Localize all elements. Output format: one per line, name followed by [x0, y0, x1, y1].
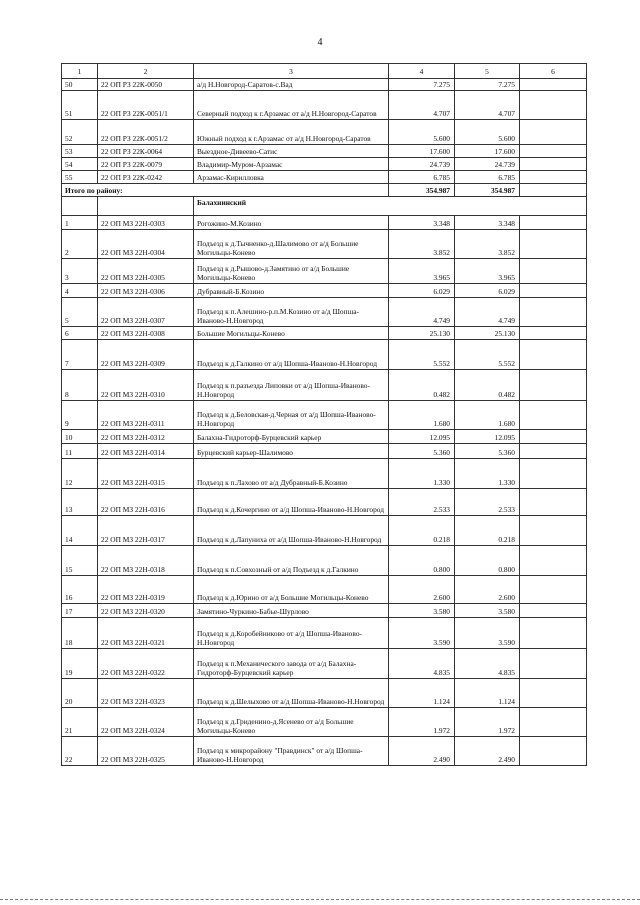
road-code: 22 ОП МЗ 22Н-0315 [98, 459, 194, 489]
row-number: 55 [62, 171, 98, 184]
road-name: Подъезд к д.Тычненко-д.Шалимово от а/д Большие Могильцы-Конево [194, 230, 389, 259]
column-header-3: 3 [194, 64, 389, 79]
roads-table-body [62, 64, 587, 766]
road-name: Подъезд к д.Кочергино от а/д Шопша-Иваново-Н.Новгород [194, 489, 389, 516]
row-number: 50 [62, 79, 98, 91]
row-number: 9 [62, 401, 98, 430]
table-row [62, 370, 587, 401]
length-value: 7.275 [389, 79, 455, 91]
length-value-2: 6.785 [455, 171, 520, 184]
road-code: 22 ОП МЗ 22Н-0314 [98, 444, 194, 459]
column-header-5: 5 [455, 64, 520, 79]
length-value-2: 1.124 [455, 679, 520, 708]
length-value: 3.580 [389, 604, 455, 618]
column-header-4: 4 [389, 64, 455, 79]
total-value-2: 354.987 [455, 184, 520, 197]
table-row [62, 708, 587, 737]
row-number: 11 [62, 444, 98, 459]
empty-cell [520, 259, 587, 284]
road-code: 22 ОП МЗ 22Н-0305 [98, 259, 194, 284]
row-number: 2 [62, 230, 98, 259]
length-value-2: 0.800 [455, 546, 520, 576]
length-value-2: 2.600 [455, 576, 520, 604]
length-value-2: 3.580 [455, 604, 520, 618]
road-name: Подъезд к п.Совхозный от а/д Подъезд к д.Галкино [194, 546, 389, 576]
road-code: 22 ОП МЗ 22Н-0320 [98, 604, 194, 618]
table-row [62, 430, 587, 444]
page-number: 4 [317, 37, 323, 48]
row-number: 53 [62, 145, 98, 158]
total-value: 354.987 [389, 184, 455, 197]
road-name: Подъезд к п.разъезда Липовки от а/д Шопша-Иваново-Н.Новгород [194, 370, 389, 401]
empty-cell [520, 158, 587, 171]
length-value-2: 3.852 [455, 230, 520, 259]
road-code: 22 ОП МЗ 22Н-0316 [98, 489, 194, 516]
row-number: 15 [62, 546, 98, 576]
empty-cell [520, 401, 587, 430]
empty-cell [520, 546, 587, 576]
table-row [62, 284, 587, 298]
row-number: 3 [62, 259, 98, 284]
length-value: 0.800 [389, 546, 455, 576]
length-value-2: 3.590 [455, 618, 520, 649]
road-name: Бурцевский карьер-Шалимово [194, 444, 389, 459]
empty-cell [520, 120, 587, 145]
empty-cell [520, 576, 587, 604]
length-value: 4.707 [389, 91, 455, 120]
row-number: 1 [62, 216, 98, 230]
table-row [62, 604, 587, 618]
empty-cell [520, 91, 587, 120]
road-code: 22 ОП МЗ 22Н-0317 [98, 516, 194, 546]
empty-cell [520, 459, 587, 489]
total-label: Итого по району: [62, 184, 389, 197]
district-total-row [62, 184, 587, 197]
road-name: Большие Могильцы-Конево [194, 327, 389, 340]
length-value: 2.600 [389, 576, 455, 604]
length-value: 4.835 [389, 649, 455, 679]
length-value: 25.130 [389, 327, 455, 340]
empty-cell [520, 370, 587, 401]
length-value: 1.124 [389, 679, 455, 708]
length-value-2: 0.482 [455, 370, 520, 401]
row-number: 10 [62, 430, 98, 444]
length-value: 2.533 [389, 489, 455, 516]
road-code: 22 ОП РЗ 22К-0051/2 [98, 120, 194, 145]
row-number: 52 [62, 120, 98, 145]
empty-cell [520, 708, 587, 737]
road-code: 22 ОП РЗ 22К-0079 [98, 158, 194, 171]
table-row [62, 327, 587, 340]
table-row [62, 489, 587, 516]
road-name: Подъезд к д.Шелыхово от а/д Шопша-Иваново-Н.Новгород [194, 679, 389, 708]
road-name: Дубравный-Б.Козино [194, 284, 389, 298]
empty-cell [520, 145, 587, 158]
row-number: 16 [62, 576, 98, 604]
row-number: 4 [62, 284, 98, 298]
empty-cell [520, 79, 587, 91]
length-value: 17.600 [389, 145, 455, 158]
table-row [62, 401, 587, 430]
scan-edge-line [0, 899, 640, 900]
row-number: 5 [62, 298, 98, 327]
row-number: 19 [62, 649, 98, 679]
length-value: 24.739 [389, 158, 455, 171]
table-row [62, 298, 587, 327]
table-row [62, 158, 587, 171]
table-row [62, 145, 587, 158]
empty-cell [520, 340, 587, 370]
road-code: 22 ОП МЗ 22Н-0310 [98, 370, 194, 401]
road-code: 22 ОП МЗ 22Н-0322 [98, 649, 194, 679]
row-number: 7 [62, 340, 98, 370]
table-row [62, 91, 587, 120]
road-code: 22 ОП МЗ 22Н-0306 [98, 284, 194, 298]
road-name: Замятино-Чуркино-Бабье-Шурлово [194, 604, 389, 618]
row-number: 13 [62, 489, 98, 516]
length-value: 1.330 [389, 459, 455, 489]
table-row [62, 259, 587, 284]
road-name: Подъезд к д.Рышово-д.Замятино от а/д Большие Могильцы-Конево [194, 259, 389, 284]
road-code: 22 ОП РЗ 22К-0050 [98, 79, 194, 91]
length-value-2: 5.600 [455, 120, 520, 145]
length-value: 6.785 [389, 171, 455, 184]
length-value-2: 4.749 [455, 298, 520, 327]
row-number: 17 [62, 604, 98, 618]
table-row [62, 516, 587, 546]
empty-cell [520, 516, 587, 546]
road-name: Подъезд к д.Гриденино-д.Ясенево от а/д Большие Могильцы-Конево [194, 708, 389, 737]
column-header-6: 6 [520, 64, 587, 79]
length-value-2: 4.835 [455, 649, 520, 679]
empty-cell [520, 171, 587, 184]
roads-table [61, 63, 587, 766]
road-name: Балахна-Гидроторф-Бурцевский карьер [194, 430, 389, 444]
road-name: Подъезд к д.Беловская-д.Черная от а/д Шопша-Иваново-Н.Новгород [194, 401, 389, 430]
road-name: Подъезд к п.Алешино-р.п.М.Козино от а/д Шопша-Иваново-Н.Новгород [194, 298, 389, 327]
length-value: 5.360 [389, 444, 455, 459]
length-value-2: 5.360 [455, 444, 520, 459]
road-name: Подъезд к микрорайону "Правдинск" от а/д Шопша-Иваново-Н.Новгород [194, 737, 389, 766]
road-name: Арзамас-Кирилловка [194, 171, 389, 184]
length-value-2: 0.218 [455, 516, 520, 546]
road-name: Владимир-Муром-Арзамас [194, 158, 389, 171]
length-value-2: 7.275 [455, 79, 520, 91]
row-number: 8 [62, 370, 98, 401]
district-name: Балахнинский [194, 197, 587, 216]
column-header-2: 2 [98, 64, 194, 79]
length-value-2: 1.330 [455, 459, 520, 489]
table-row [62, 340, 587, 370]
length-value: 0.482 [389, 370, 455, 401]
empty-cell [520, 216, 587, 230]
road-code: 22 ОП МЗ 22Н-0311 [98, 401, 194, 430]
length-value: 12.095 [389, 430, 455, 444]
empty-cell [520, 327, 587, 340]
empty-cell [520, 489, 587, 516]
empty-cell [520, 230, 587, 259]
table-row [62, 618, 587, 649]
column-header-1: 1 [62, 64, 98, 79]
table-row [62, 737, 587, 766]
length-value-2: 3.965 [455, 259, 520, 284]
road-name: а/д Н.Новгород-Саратов-с.Вад [194, 79, 389, 91]
table-row [62, 79, 587, 91]
column-header-row [62, 64, 587, 79]
length-value-2: 1.972 [455, 708, 520, 737]
length-value-2: 2.490 [455, 737, 520, 766]
length-value-2: 12.095 [455, 430, 520, 444]
table-row [62, 444, 587, 459]
empty-cell [520, 604, 587, 618]
length-value: 3.348 [389, 216, 455, 230]
road-code: 22 ОП МЗ 22Н-0323 [98, 679, 194, 708]
road-code: 22 ОП МЗ 22Н-0321 [98, 618, 194, 649]
table-row [62, 216, 587, 230]
table-row [62, 459, 587, 489]
row-number: 14 [62, 516, 98, 546]
road-name: Подъезд к д.Юрино от а/д Большие Могильцы-Конево [194, 576, 389, 604]
road-code: 22 ОП МЗ 22Н-0307 [98, 298, 194, 327]
row-number: 12 [62, 459, 98, 489]
length-value-2: 2.533 [455, 489, 520, 516]
road-name: Подъезд к п.Механического завода от а/д Балахна-Гидроторф-Бурцевский карьер [194, 649, 389, 679]
road-name: Подъезд к д.Галкино от а/д Шопша-Иваново-Н.Новгород [194, 340, 389, 370]
table-row [62, 546, 587, 576]
row-number: 20 [62, 679, 98, 708]
empty-cell [520, 679, 587, 708]
row-number: 18 [62, 618, 98, 649]
length-value: 5.600 [389, 120, 455, 145]
road-code: 22 ОП МЗ 22Н-0312 [98, 430, 194, 444]
length-value: 3.852 [389, 230, 455, 259]
empty-cell [98, 197, 194, 216]
road-code: 22 ОП РЗ 22К-0242 [98, 171, 194, 184]
road-name: Подъезд к д.Коробейниково от а/д Шопша-Иваново-Н.Новгород [194, 618, 389, 649]
row-number: 54 [62, 158, 98, 171]
length-value: 3.590 [389, 618, 455, 649]
empty-cell [520, 444, 587, 459]
empty-cell [520, 298, 587, 327]
road-code: 22 ОП МЗ 22Н-0303 [98, 216, 194, 230]
length-value: 4.749 [389, 298, 455, 327]
table-row [62, 649, 587, 679]
length-value: 0.218 [389, 516, 455, 546]
length-value: 6.029 [389, 284, 455, 298]
district-heading-row [62, 197, 587, 216]
length-value: 2.490 [389, 737, 455, 766]
length-value-2: 5.552 [455, 340, 520, 370]
road-code: 22 ОП МЗ 22Н-0309 [98, 340, 194, 370]
empty-cell [520, 284, 587, 298]
length-value-2: 4.707 [455, 91, 520, 120]
row-number: 51 [62, 91, 98, 120]
length-value-2: 24.739 [455, 158, 520, 171]
table-row [62, 120, 587, 145]
empty-cell [520, 649, 587, 679]
road-name: Выездное-Дивеево-Сатис [194, 145, 389, 158]
road-code: 22 ОП МЗ 22Н-0304 [98, 230, 194, 259]
empty-cell [520, 430, 587, 444]
table-row [62, 171, 587, 184]
road-code: 22 ОП МЗ 22Н-0319 [98, 576, 194, 604]
road-name: Южный подход к г.Арзамас от а/д Н.Новгород-Саратов [194, 120, 389, 145]
road-code: 22 ОП МЗ 22Н-0325 [98, 737, 194, 766]
row-number: 22 [62, 737, 98, 766]
table-row [62, 679, 587, 708]
road-code: 22 ОП РЗ 22К-0064 [98, 145, 194, 158]
row-number: 21 [62, 708, 98, 737]
length-value-2: 6.029 [455, 284, 520, 298]
road-code: 22 ОП МЗ 22Н-0318 [98, 546, 194, 576]
road-name: Рогожино-М.Козино [194, 216, 389, 230]
length-value: 3.965 [389, 259, 455, 284]
length-value-2: 1.680 [455, 401, 520, 430]
road-name: Подъезд к д.Лапуниха от а/д Шопша-Иваново-Н.Новгород [194, 516, 389, 546]
length-value: 5.552 [389, 340, 455, 370]
road-code: 22 ОП МЗ 22Н-0308 [98, 327, 194, 340]
road-code: 22 ОП МЗ 22Н-0324 [98, 708, 194, 737]
length-value: 1.680 [389, 401, 455, 430]
empty-cell [520, 737, 587, 766]
road-name: Подъезд к п.Лахово от а/д Дубравный-Б.Козино [194, 459, 389, 489]
table-row [62, 230, 587, 259]
length-value-2: 17.600 [455, 145, 520, 158]
road-code: 22 ОП РЗ 22К-0051/1 [98, 91, 194, 120]
road-name: Северный подход к г.Арзамас от а/д Н.Новгород-Саратов [194, 91, 389, 120]
length-value-2: 25.130 [455, 327, 520, 340]
empty-cell [520, 618, 587, 649]
empty-cell [520, 184, 587, 197]
table-row [62, 576, 587, 604]
row-number: 6 [62, 327, 98, 340]
length-value-2: 3.348 [455, 216, 520, 230]
empty-cell [62, 197, 98, 216]
length-value: 1.972 [389, 708, 455, 737]
